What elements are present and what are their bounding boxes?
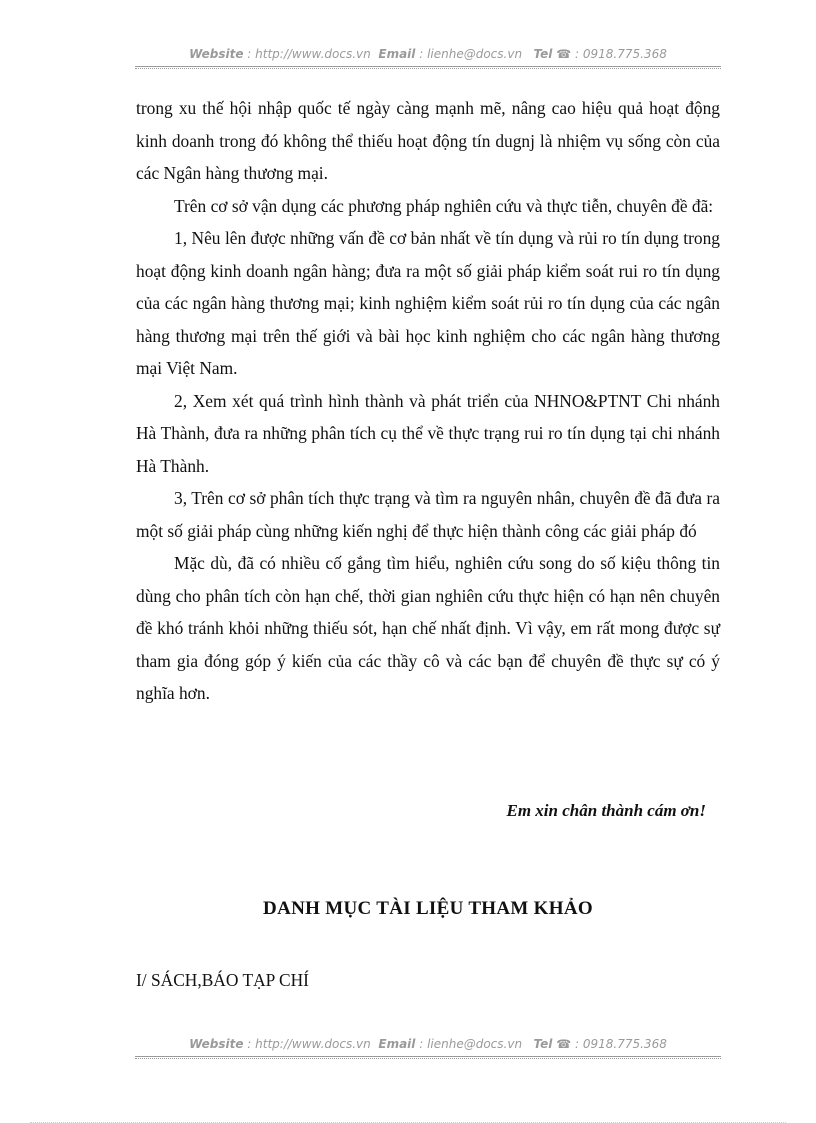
phone-icon: ☎ bbox=[556, 1037, 572, 1051]
paragraph-point-1: 1, Nêu lên được những vấn đề cơ bản nhất về tín dụng và rủi ro tín dụng trong hoạt động kinh doanh ngân hàng; đưa ra một số giải pháp kiểm soát rui ro tín dụng của các ngân hàng thương mại; kinh nghiệm kiểm soát rủi ro tín dụng của các ngân hàng thương mại trên thế giới và bài học kinh nghiệm cho các ngân hàng thương mại Việt Nam. bbox=[136, 228, 720, 378]
footer-tel-label: Tel bbox=[533, 1037, 553, 1051]
thank-you-note: Em xin chân thành cám ơn! bbox=[506, 801, 706, 820]
header-tel-number: : 0918.775.368 bbox=[571, 47, 667, 61]
page-header bbox=[135, 47, 721, 61]
footer-tel-number: : 0918.775.368 bbox=[571, 1037, 667, 1051]
header-tel-label: Tel bbox=[533, 47, 553, 61]
header-email-address: : lienhe@docs.vn bbox=[415, 47, 523, 61]
footer-email-label: Email bbox=[378, 1037, 416, 1051]
phone-icon: ☎ bbox=[556, 47, 572, 61]
header-email-label: Email bbox=[378, 47, 416, 61]
header-website-url: : http://www.docs.vn bbox=[243, 47, 371, 61]
header-divider bbox=[135, 66, 721, 67]
header-divider-dotted bbox=[135, 68, 721, 69]
document-body bbox=[136, 92, 720, 710]
footer-email-address: : lienhe@docs.vn bbox=[415, 1037, 523, 1051]
references-heading: DANH MỤC TÀI LIỆU THAM KHẢO bbox=[263, 898, 593, 919]
footer-divider-dotted bbox=[135, 1058, 721, 1059]
references-section-heading: I/ SÁCH,BÁO TẠP CHÍ bbox=[136, 970, 309, 990]
paragraph-closing: Mặc dù, đã có nhiều cố gắng tìm hiểu, nghiên cứu song do số kiệu thông tin dùng cho phân tích còn hạn chế, thời gian nghiên cứu thực hiện có hạn nên chuyên đề khó tránh khỏi những thiếu sót, hạn chế nhất định. Vì vậy, em rất mong được sự tham gia đóng góp ý kiến của các thầy cô và các bạn để chuyên đề thực sự có ý nghĩa hơn. bbox=[136, 553, 720, 703]
footer-divider bbox=[135, 1056, 721, 1057]
paragraph-intro-continued: trong xu thế hội nhập quốc tế ngày càng mạnh mẽ, nâng cao hiệu quả hoạt động kinh doanh trong đó không thể thiếu hoạt động tín dugnj là nhiệm vụ sống còn của các Ngân hàng thương mại. bbox=[136, 98, 720, 183]
paragraph-point-3: 3, Trên cơ sở phân tích thực trạng và tìm ra nguyên nhân, chuyên đề đã đưa ra một số giải pháp cùng những kiến nghị để thực hiện thành công các giải pháp đó bbox=[136, 488, 720, 541]
page-footer bbox=[135, 1037, 721, 1051]
header-website-label: Website bbox=[189, 47, 244, 61]
paragraph-point-2: 2, Xem xét quá trình hình thành và phát triển của NHNO&PTNT Chi nhánh Hà Thành, đưa ra những phân tích cụ thể về thực trạng rui ro tín dụng tại chi nhánh Hà Thành. bbox=[136, 390, 720, 476]
footer-website-label: Website bbox=[189, 1037, 244, 1051]
paragraph-methods: Trên cơ sở vận dụng các phương pháp nghiên cứu và thực tiễn, chuyên đề đã: bbox=[174, 195, 714, 216]
footer-website-url: : http://www.docs.vn bbox=[243, 1037, 371, 1051]
